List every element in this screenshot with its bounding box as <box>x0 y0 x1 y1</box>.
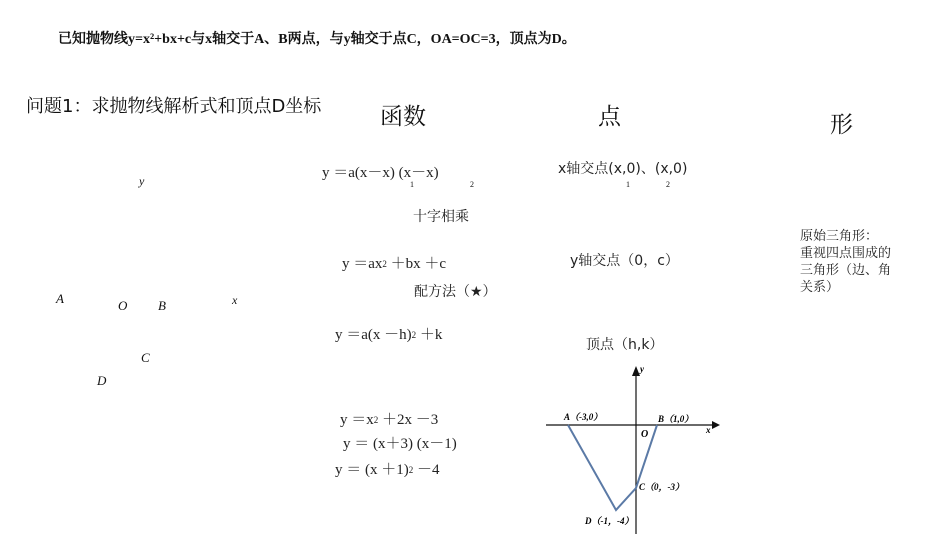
y-axis-arrow <box>632 366 640 376</box>
shape-line-2: 重视四点围成的 <box>800 246 892 261</box>
answer-intercept-form: y ＝ (x＋3) (x－1) <box>343 436 457 452</box>
x-intercept-sub1: 1 <box>626 180 630 189</box>
shape-line-3: 三角形（边、角 <box>800 263 892 278</box>
general-form-b: ＋bx ＋c <box>390 256 447 272</box>
graph-x-label: x <box>706 425 711 435</box>
answer1-b: ＋2x －3 <box>382 412 439 428</box>
sketch-label-D: D <box>97 373 107 388</box>
intercept-form <box>322 161 439 182</box>
vertex-form <box>335 323 442 344</box>
general-form-a: y ＝ax <box>342 256 383 272</box>
header-shape: 形 <box>830 112 853 138</box>
graph-C-label: C（0，-3） <box>639 482 685 492</box>
vertex-form-a: y ＝a(x －h) <box>335 327 412 343</box>
answer3-b: －4 <box>417 462 440 478</box>
graph-O-label: O <box>641 429 649 440</box>
vertex-form-sup: 2 <box>411 330 417 340</box>
header-point: 点 <box>598 104 621 130</box>
graph-B-label: B（1,0） <box>658 414 694 424</box>
graph-D-label: D（-1，-4） <box>585 516 634 526</box>
vertex-point: 顶点（h,k） <box>586 337 664 353</box>
vertex-form-b: ＋k <box>419 327 443 343</box>
y-intercept: y轴交点（0，c） <box>570 253 679 269</box>
general-form-sup: 2 <box>382 259 387 269</box>
header-function: 函数 <box>380 104 426 130</box>
sketch-label-B: B <box>158 298 166 313</box>
sketch-label-A: A <box>56 291 64 306</box>
question-1: 问题1：求抛物线解析式和顶点D坐标 <box>26 96 322 117</box>
method-cross-multiplication: 十字相乘 <box>413 209 469 225</box>
answer1-a: y ＝x <box>340 412 374 428</box>
sketch-label-x: x <box>232 293 238 307</box>
answer-vertex-form <box>335 458 440 479</box>
shape-column <box>800 228 891 296</box>
answer1-sup: 2 <box>373 415 379 425</box>
sketch-label-O: O <box>118 298 128 313</box>
answer3-sup: 2 <box>408 465 414 475</box>
answer-general-form <box>340 408 438 429</box>
shape-line-4: 关系） <box>800 280 840 295</box>
intercept-form-sub1: 1 <box>410 180 414 189</box>
problem-statement: 已知抛物线y=x²+bx+c与x轴交于A、B两点，与y轴交于点C，OA=OC=3，顶点为D。 <box>58 32 576 47</box>
shape-line-1: 原始三角形： <box>800 229 879 244</box>
method-complete-square: 配方法（★） <box>414 284 497 300</box>
answer3-a: y ＝ (x ＋1) <box>335 462 409 478</box>
graph-A-label: A（-3,0） <box>564 412 603 422</box>
graph-y-label: y <box>640 364 644 374</box>
sketch-label-C: C <box>141 350 150 365</box>
x-axis-arrow <box>712 421 720 429</box>
x-intercept-sub2: 2 <box>666 180 670 189</box>
general-form <box>342 252 446 273</box>
intercept-form-sub2: 2 <box>470 180 474 189</box>
parabola-graph <box>540 360 730 535</box>
x-intercepts: x轴交点(x,0)、(x,0) <box>558 161 688 177</box>
sketch-label-y: y <box>139 174 145 188</box>
intercept-form-text: y ＝a(x－x) (x－x) <box>322 165 439 181</box>
